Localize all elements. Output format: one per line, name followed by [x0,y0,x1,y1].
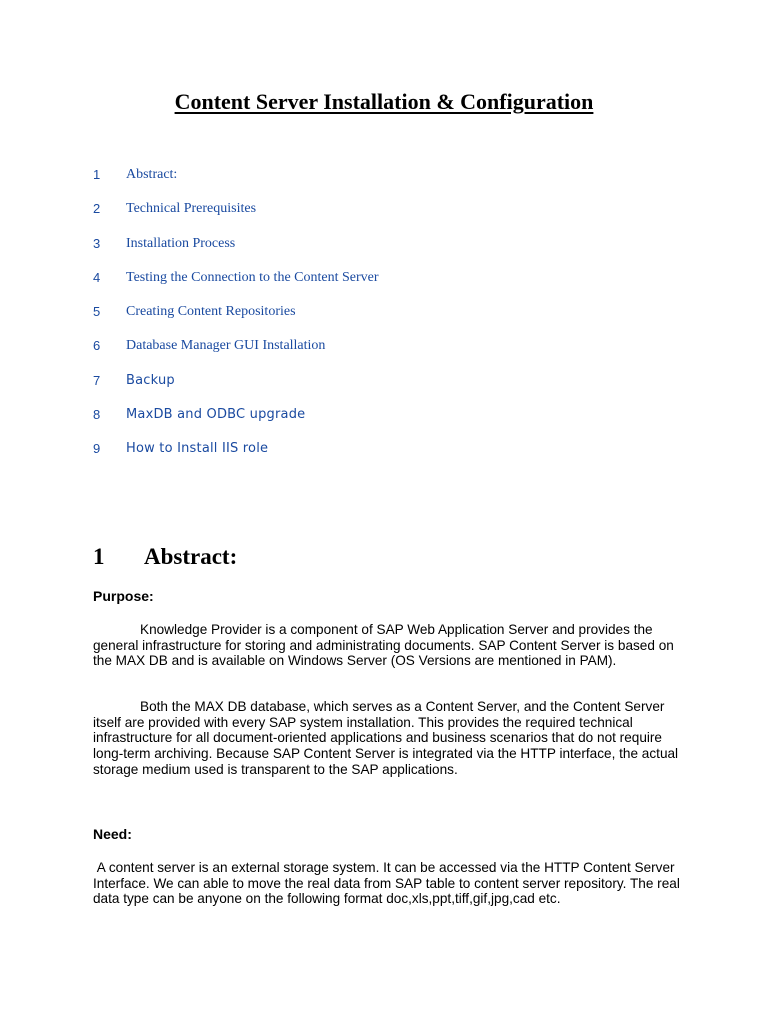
toc-item-install-iis-role[interactable] [93,440,693,474]
toc-item-label: Technical Prerequisites [126,201,257,217]
toc-item-label: MaxDB and ODBC upgrade [126,407,306,423]
toc-item-database-manager-gui[interactable] [93,337,693,371]
toc-item-label: Database Manager GUI Installation [126,338,326,354]
toc-item-number: 5 [93,304,101,320]
toc-item-technical-prerequisites[interactable] [93,200,693,234]
toc-item-number: 6 [93,338,101,354]
toc-item-number: 2 [93,201,101,217]
toc-item-backup[interactable] [93,372,693,406]
toc-item-label: Testing the Connection to the Content Server [126,269,379,285]
purpose-paragraph-2: Both the MAX DB database, which serves as a Content Server, and the Content Server itself are provided with every SAP system installation. This provides the required technical infrastructure for all document-oriented applications and business scenarios that do not require long-term archiving. Because SAP Content Server is integrated via the HTTP interface, the actual storage medium used is transparent to the SAP applications. [93,699,679,777]
toc-item-number: 1 [93,167,101,182]
toc-item-label: How to Install IIS role [126,441,269,457]
toc-item-number: 9 [93,441,101,457]
need-paragraph: A content server is an external storage system. It can be accessed via the HTTP Content Server Interface. We can able to move the real data from SAP table to content server repository. The real data type can be anyone on the following format doc,xls,ppt,tiff,gif,jpg,cad etc. [93,860,684,907]
purpose-paragraph-1: Knowledge Provider is a component of SAP Web Application Server and provides the general infrastructure for storing and administrating documents. SAP Content Server is based on the MAX DB and is available on Windows Server (OS Versions are mentioned in PAM). [93,622,674,669]
toc-item-creating-repositories[interactable] [93,303,693,337]
toc-item-number: 4 [93,269,101,285]
section-heading-abstract [93,542,237,572]
toc-item-abstract[interactable] [93,166,693,200]
section-number: 1 [93,544,105,569]
section-title: Abstract: [144,544,238,569]
table-of-contents [93,166,693,475]
toc-item-label: Backup [126,372,175,388]
toc-item-maxdb-odbc-upgrade[interactable] [93,406,693,440]
toc-item-label: Abstract: [126,167,178,182]
toc-item-number: 8 [93,407,101,423]
toc-item-number: 7 [93,372,101,388]
toc-item-label: Installation Process [126,235,236,251]
purpose-label: Purpose: [93,588,154,604]
document-title-text: Content Server Installation & Configuration [174,89,594,114]
toc-item-installation-process[interactable] [93,235,693,269]
toc-item-number: 3 [93,235,101,251]
toc-item-label: Creating Content Repositories [126,304,296,320]
toc-item-testing-connection[interactable] [93,269,693,303]
document-title [0,88,768,116]
need-label: Need: [93,826,132,842]
